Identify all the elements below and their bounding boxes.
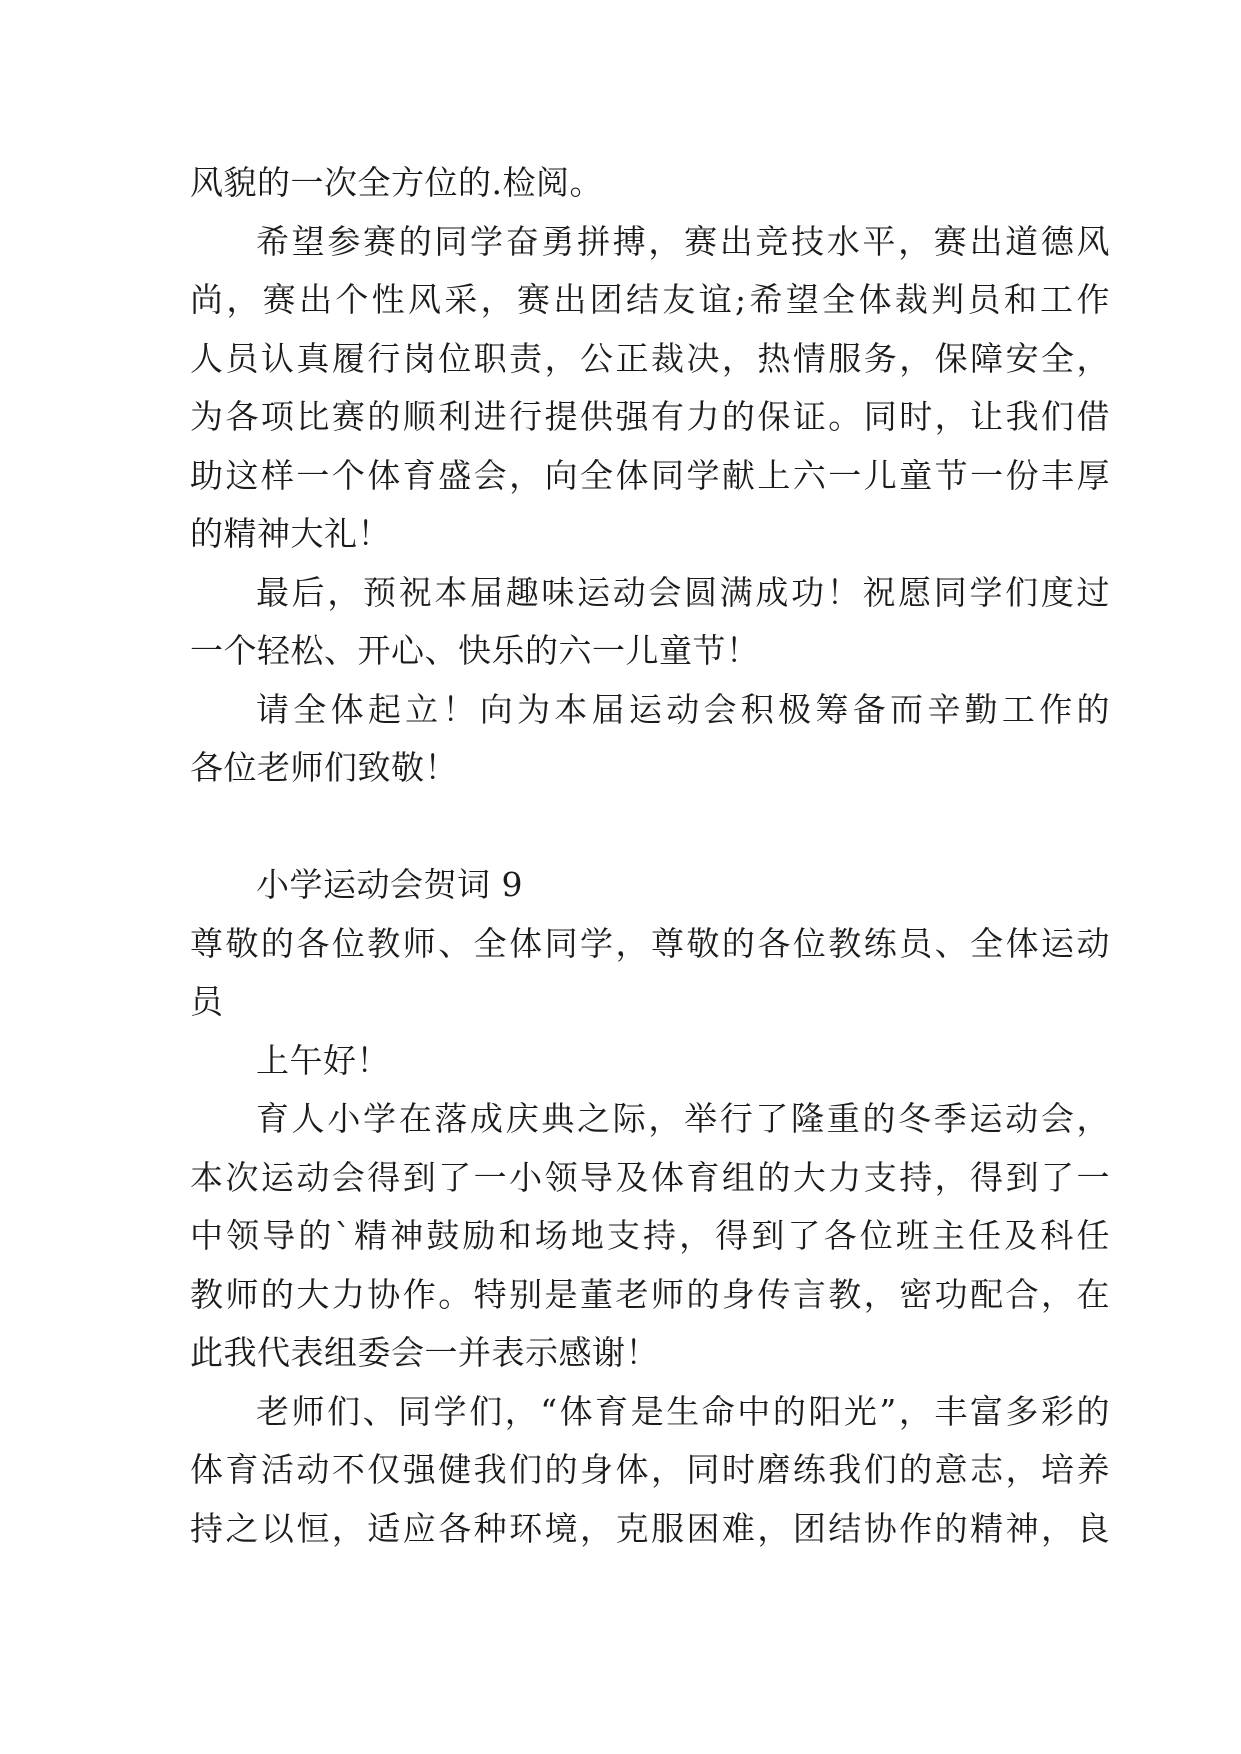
text-line: 上午好！ bbox=[256, 1040, 390, 1080]
text-line: 教师的大力协作。特别是董老师的身传言教，密功配合，在 bbox=[190, 1274, 1110, 1314]
text-line: 尊敬的各位教师、全体同学，尊敬的各位教练员、全体运动 bbox=[190, 923, 1110, 963]
text-line: 此我代表组委会一并表示感谢！ bbox=[190, 1333, 659, 1372]
text-line: 最后，预祝本届趣味运动会圆满成功！祝愿同学们度过 bbox=[256, 572, 1110, 612]
text-line: 请全体起立！向为本届运动会积极筹备而辛勤工作的 bbox=[256, 689, 1110, 729]
text-block bbox=[190, 154, 1110, 1558]
text-line bbox=[190, 798, 1110, 857]
text-line: 本次运动会得到了一小领导及体育组的大力支持，得到了一 bbox=[190, 1157, 1110, 1197]
text-line: 希望参赛的同学奋勇拼搏，赛出竞技水平，赛出道德风 bbox=[256, 221, 1110, 261]
text-line: 持之以恒，适应各种环境，克服困难，团结协作的精神，良 bbox=[190, 1508, 1110, 1548]
text-line: 老师们、同学们，“体育是生命中的阳光”，丰富多彩的 bbox=[256, 1391, 1110, 1431]
section-heading: 小学运动会贺词 9 bbox=[256, 865, 523, 904]
text-line: 风貌的一次全方位的.检阅。 bbox=[190, 163, 603, 202]
text-line: 中领导的`精神鼓励和场地支持，得到了各位班主任及科任 bbox=[190, 1216, 1110, 1255]
text-line: 人员认真履行岗位职责，公正裁决，热情服务，保障安全， bbox=[190, 338, 1110, 378]
text-line: 体育活动不仅强健我们的身体，同时磨练我们的意志，培养 bbox=[190, 1450, 1110, 1489]
text-line: 尚，赛出个性风采，赛出团结友谊;希望全体裁判员和工作 bbox=[190, 280, 1110, 319]
text-line: 各位老师们致敬！ bbox=[190, 748, 458, 787]
text-line: 助这样一个体育盛会，向全体同学献上六一儿童节一份丰厚 bbox=[190, 455, 1110, 495]
text-line: 一个轻松、开心、快乐的六一儿童节！ bbox=[190, 631, 760, 670]
text-line: 的精神大礼！ bbox=[190, 514, 391, 553]
text-line: 育人小学在落成庆典之际，举行了隆重的冬季运动会， bbox=[256, 1099, 1110, 1138]
text-line: 为各项比赛的顺利进行提供强有力的保证。同时，让我们借 bbox=[190, 397, 1110, 436]
text-line: 员 bbox=[190, 982, 224, 1021]
